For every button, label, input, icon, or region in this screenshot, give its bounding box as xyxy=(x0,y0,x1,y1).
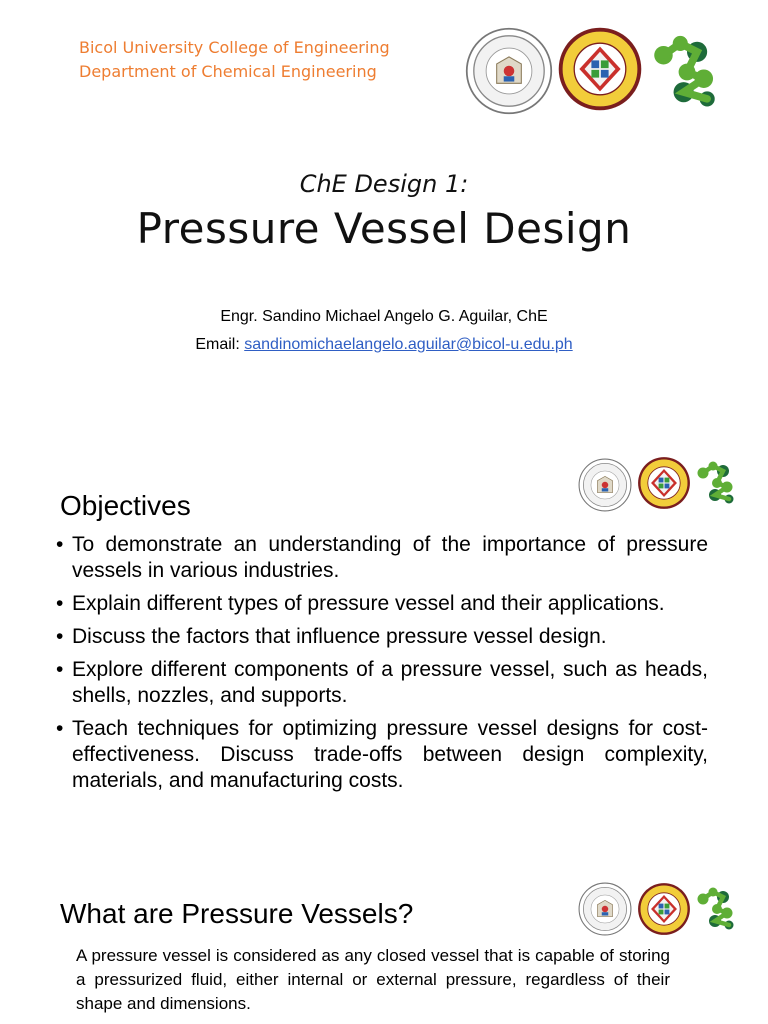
title-slide xyxy=(0,0,768,430)
email-link[interactable]: sandinomichaelangelo.aguilar@bicol-u.edu.ph xyxy=(244,336,573,353)
university-name: Bicol University College of Engineering xyxy=(79,38,390,57)
objectives-heading: Objectives xyxy=(60,490,191,521)
pressure-vessels-heading: What are Pressure Vessels? xyxy=(60,898,414,929)
pressure-vessels-slide xyxy=(0,860,768,1024)
bicol-university-seal-logo-small xyxy=(578,882,632,936)
list-item: • Explore different components of a pressure vessel, such as heads, shells, nozzles, and supports. xyxy=(56,657,708,709)
chemical-engineering-molecule-logo xyxy=(645,30,729,114)
list-item: • Explain different types of pressure vessel and their applications. xyxy=(56,591,708,617)
presentation-title: Pressure Vessel Design xyxy=(136,204,632,253)
list-item: • Discuss the factors that influence pressure vessel design. xyxy=(56,624,708,650)
email-label: Email: xyxy=(195,336,245,353)
bicol-university-seal-logo xyxy=(465,27,553,115)
chemical-engineering-molecule-logo-small xyxy=(692,884,742,934)
objectives-list xyxy=(56,532,708,801)
course-subtitle: ChE Design 1: xyxy=(299,170,469,198)
college-of-engineering-seal-logo-small xyxy=(637,456,691,510)
college-of-engineering-seal-logo-small xyxy=(637,882,691,936)
college-of-engineering-seal-logo xyxy=(557,26,643,112)
list-item: • To demonstrate an understanding of the importance of pressure vessels in various industries. xyxy=(56,532,708,584)
objectives-slide xyxy=(0,440,768,860)
author-name: Engr. Sandino Michael Angelo G. Aguilar, ChE xyxy=(220,308,548,325)
bicol-university-seal-logo-small xyxy=(578,458,632,512)
definition-paragraph: A pressure vessel is considered as any closed vessel that is capable of storing a pressurized fluid, either internal or external pressure, regardless of their shape and dimensions. xyxy=(76,946,670,1013)
email-line xyxy=(0,336,768,354)
department-name: Department of Chemical Engineering xyxy=(79,62,377,81)
list-item: • Teach techniques for optimizing pressure vessel designs for cost-effectiveness. Discuss trade-offs between design complexity, materials, and manufacturing costs. xyxy=(56,716,708,794)
chemical-engineering-molecule-logo-small xyxy=(692,458,742,508)
